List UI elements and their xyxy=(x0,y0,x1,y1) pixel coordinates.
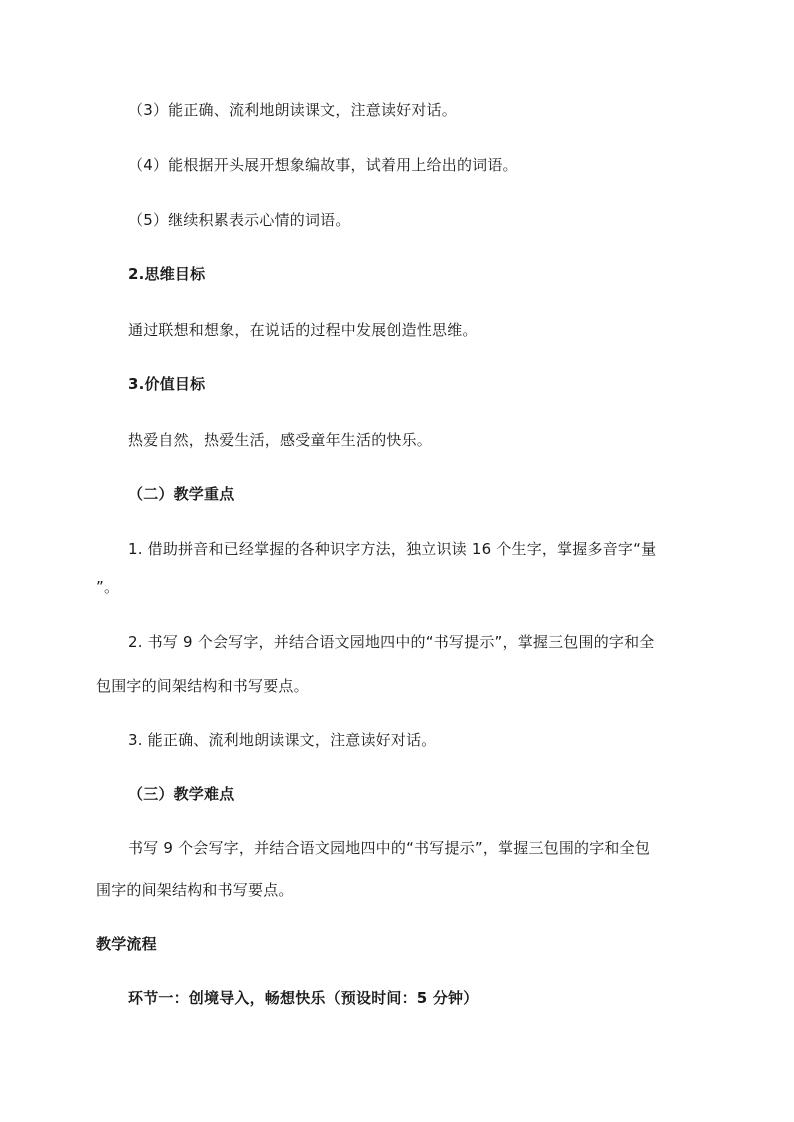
difficulties-text-line-1: 书写 9 个会写字，并结合语文园地四中的“书写提示”，掌握三包围的字和全包 xyxy=(128,839,651,857)
thinking-objective-text: 通过联想和想象，在说话的过程中发展创造性思维。 xyxy=(128,321,478,339)
difficulties-heading: （三）教学难点 xyxy=(128,785,235,803)
objective-item-3: （3）能正确、流利地朗读课文，注意读好对话。 xyxy=(128,101,457,119)
key-point-2-line-1: 2. 书写 9 个会写字，并结合语文园地四中的“书写提示”，掌握三包围的字和全 xyxy=(128,633,655,651)
key-point-1-line-2: ”。 xyxy=(96,578,120,596)
difficulties-text-line-2: 围字的间架结构和书写要点。 xyxy=(96,881,294,899)
key-point-1-line-1: 1. 借助拼音和已经掌握的各种识字方法，独立识读 16 个生字，掌握多音字“量 xyxy=(128,540,657,558)
objective-item-5: （5）继续积累表示心情的词语。 xyxy=(128,211,351,229)
value-objective-text: 热爱自然，热爱生活，感受童年生活的快乐。 xyxy=(128,431,433,449)
thinking-objective-heading: 2.思维目标 xyxy=(128,265,206,283)
key-points-heading: （二）教学重点 xyxy=(128,485,235,503)
key-point-2-line-2: 包围字的间架结构和书写要点。 xyxy=(96,677,309,695)
objective-item-4: （4）能根据开头展开想象编故事，试着用上给出的词语。 xyxy=(128,156,518,174)
teaching-process-heading: 教学流程 xyxy=(96,935,157,953)
value-objective-heading: 3.价值目标 xyxy=(128,375,206,393)
key-point-3: 3. 能正确、流利地朗读课文，注意读好对话。 xyxy=(128,731,437,749)
process-step-1: 环节一：创境导入，畅想快乐（预设时间：5 分钟） xyxy=(128,989,479,1007)
